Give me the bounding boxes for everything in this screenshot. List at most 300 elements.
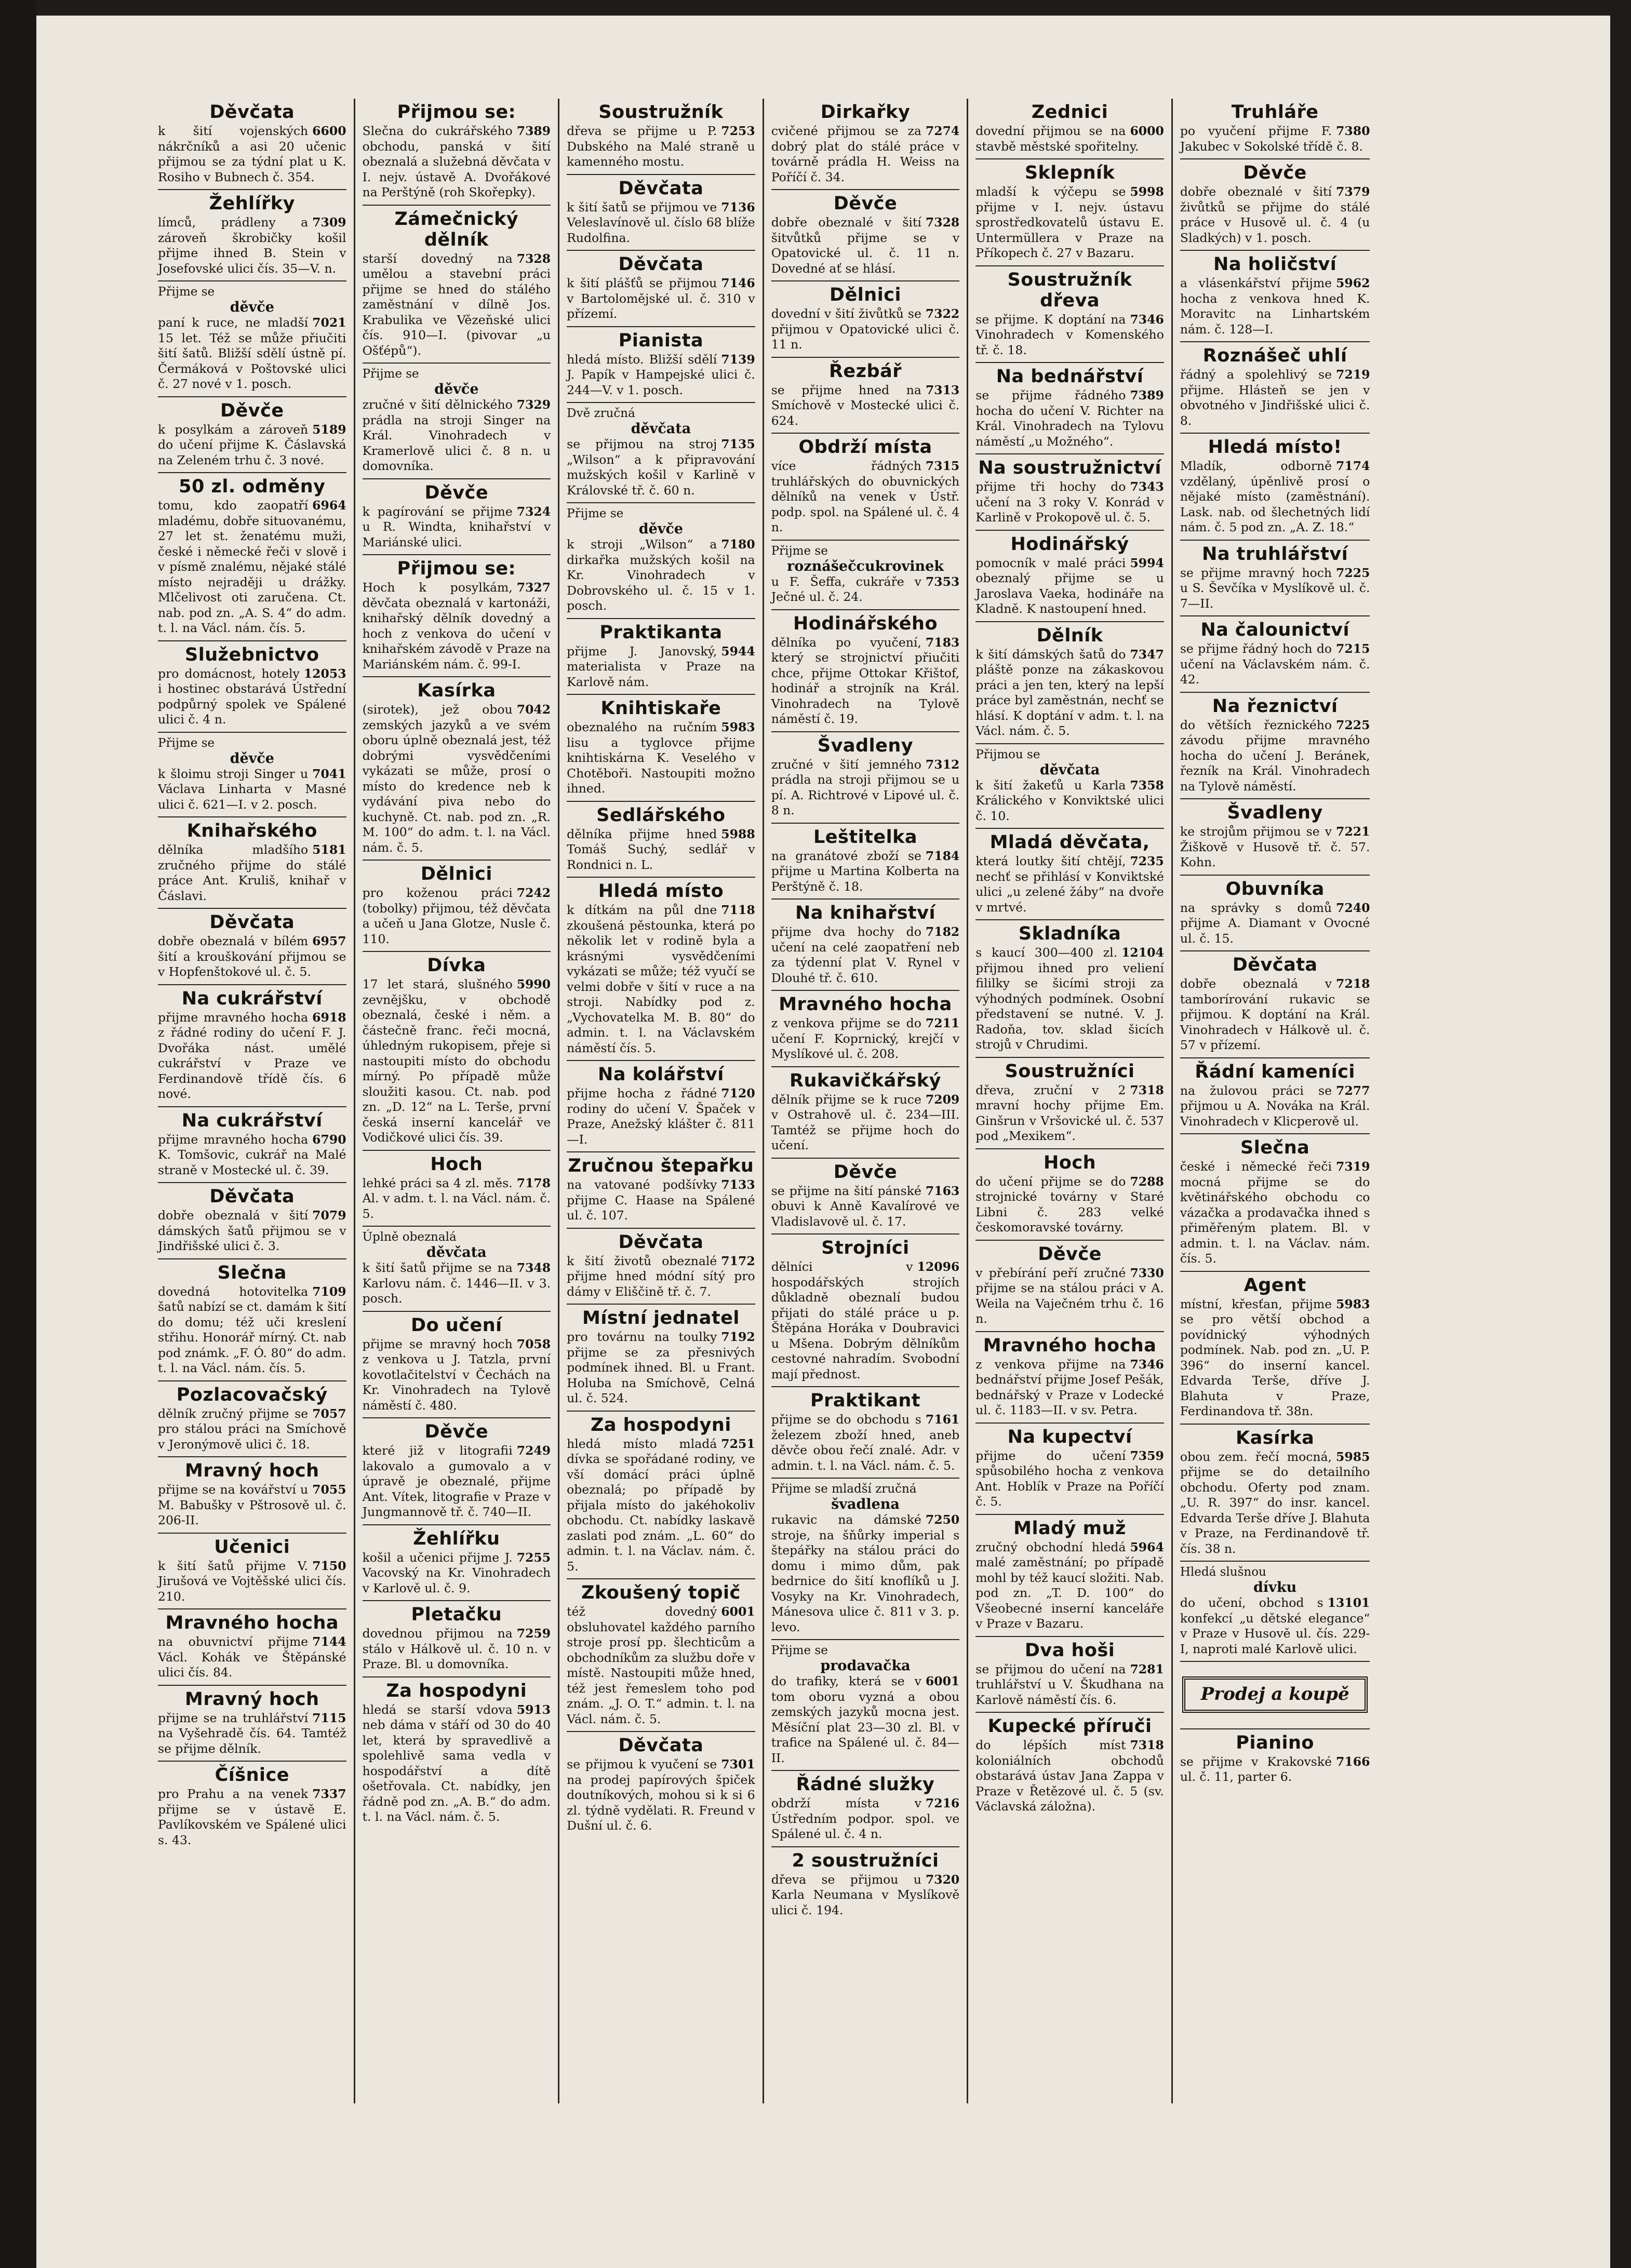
ad-reference-number: 7301: [721, 1757, 755, 1772]
scan-edge-left: [0, 0, 36, 2268]
classified-ad: [975, 1058, 1164, 1149]
classified-ad: [567, 251, 755, 327]
ad-body-text: v přebírání peří zručné přijme se na stálou práci v A. Weila na Vaječném trhu č. 16 n.: [975, 1265, 1164, 1326]
ad-reference-number: 7221: [1336, 824, 1370, 839]
ad-body-text: do lépších míst koloniálních obchodů obstarává ústav Jana Zappa v Praze v Řetězové ul. č. 5 (sv. Václavská záložna).: [975, 1738, 1164, 1814]
ad-reference-number: 7312: [925, 757, 960, 772]
ad-heading: Kasírka: [417, 680, 496, 701]
ad-heading: Leštitelka: [813, 826, 917, 848]
classified-ad: [771, 732, 960, 824]
ad-heading: Za hospodyni: [590, 1414, 731, 1435]
ad-body-text: na vatované podšívky přijme C. Haase na Spálené ul. č. 107.: [567, 1177, 755, 1223]
ad-reference-number: 7118: [721, 903, 755, 917]
classified-ad: [771, 1067, 960, 1159]
ad-heading: Mravný hoch: [184, 1688, 319, 1710]
ad-body-text: dobře obeznalá v bílém šití a krouškování přijmou se v Hopfenštokové ul. č. 5.: [158, 934, 346, 979]
classified-ad: [363, 1151, 551, 1227]
ad-heading: Švadleny: [817, 735, 914, 756]
ad-reference-number: 12104: [1121, 945, 1164, 960]
classified-ad: [975, 1713, 1164, 1819]
ad-body-text: která loutky šití chtějí, nechť se přihlásí v Konviktské ulici „u zelené žáby“ na dvoře v mrtvé.: [975, 854, 1164, 915]
ad-reference-number: 7288: [1130, 1174, 1164, 1189]
ad-body-text: pomocník v malé práci obeznalý přijme se u Jaroslava Vaeka, hodináře na Kladně. K nastoupení hned.: [975, 555, 1164, 616]
ad-heading: děvče: [638, 521, 684, 537]
ad-body-text: do větších řeznického závodu přijme mravného hocha do učení J. Beránek, řezník na Král. Vinohradech na Tylově náměstí.: [1180, 717, 1370, 794]
ad-heading: Děvčata: [618, 178, 704, 199]
ad-body-text: přijme se na truhlářství na Vyšehradě čís. 64. Tamtéž se přijme dělník.: [158, 1710, 346, 1756]
classified-ad: [771, 99, 960, 190]
classified-ad: [363, 1227, 551, 1312]
classified-ad: [1180, 616, 1370, 693]
ad-body-text: paní k ruce, ne mladší 15 let. Též se může přiučiti šití šatů. Bližší sdělí ústně pí. Čermáková v Poštovské ulici č. 27 nové v 1. posch.: [158, 315, 346, 391]
ad-heading: Soustružníci: [1005, 1061, 1135, 1082]
ad-heading: švadlena: [831, 1496, 900, 1512]
classified-ad: [158, 190, 346, 281]
ad-body-text: k pagírování se přijme u R. Windta, knihařství v Mariánské ulici.: [362, 504, 551, 549]
ad-heading: Na čalounictví: [1200, 620, 1349, 640]
ad-body-text: k šití šatů přijme V. Jirušová ve Vojtěšské ulici čís. 210.: [158, 1558, 346, 1604]
ad-heading: Na cukrářství: [181, 988, 323, 1009]
classified-ad: [567, 175, 755, 251]
ad-body-text: dřeva se přijme u P. Dubského na Malé straně u kamenného mostu.: [567, 124, 755, 169]
classified-ad: [1180, 1425, 1370, 1562]
ad-body-text: na obuvnictví přijme Václ. Kohák ve Štěpánské ulici čís. 84.: [158, 1634, 346, 1680]
ad-body-text: do učení přijme se do strojnické továrny v Staré Libni č. 283 velké českomoravské továrny.: [975, 1174, 1164, 1234]
ad-heading: Děvčata: [209, 912, 295, 933]
ad-reference-number: 7183: [925, 635, 960, 650]
ad-reference-number: 7318: [1130, 1082, 1164, 1097]
ad-body-text: k šití žakeťů u Karla Králického v Konviktské ulici č. 10.: [975, 777, 1164, 823]
ad-reference-number: 7319: [1336, 1159, 1370, 1174]
ad-body-text: po vyučení přijme F. Jakubec v Sokolské třídě č. 8.: [1180, 124, 1363, 154]
ad-body-text: k šloimu stroji Singer u Václava Linharta v Masné ulici č. 621—I. v 2. posch.: [158, 766, 346, 812]
ad-reference-number: 7389: [516, 124, 551, 138]
ad-reference-number: 7216: [925, 1796, 960, 1810]
ad-heading: Hledá místo!: [1208, 437, 1342, 458]
classified-ad: [1180, 799, 1370, 876]
ad-heading: Děvče: [833, 193, 898, 214]
ad-body-text: dělník zručný přijme se pro stálou práci na Smíchově v Jeronýmově ulici č. 18.: [158, 1406, 346, 1452]
classified-ad: [363, 479, 551, 556]
classified-ad: [567, 802, 755, 878]
ad-reference-number: 7346: [1130, 312, 1164, 327]
classified-ad: [1180, 434, 1370, 541]
classified-ad: [771, 281, 960, 358]
classified-ad: [158, 281, 346, 397]
classified-ad: [363, 861, 551, 952]
ad-heading: Hoch: [1044, 1152, 1097, 1173]
ad-body-text: cvičené přijmou se za dobrý plat do stálé práce v továrně prádla H. Weiss na Poříčí č. 34.: [771, 124, 960, 184]
classified-ad: [1180, 1729, 1370, 1789]
ad-reference-number: 7058: [516, 1336, 551, 1351]
ad-reference-number: 7021: [312, 315, 346, 330]
ad-heading: Praktikant: [810, 1390, 921, 1411]
classified-ad: [567, 99, 755, 175]
ad-heading: Na knihařství: [795, 903, 935, 923]
ad-heading: Švadleny: [1227, 802, 1323, 823]
ad-reference-number: 7079: [312, 1208, 346, 1223]
ad-reference-number: 7144: [312, 1634, 346, 1649]
ad-body-text: přijme se mravný hoch z venkova u J. Tatzla, první kovotlačitelství v Čechách na Kr. Vinohradech na Tylově náměstí č. 480.: [362, 1336, 551, 1413]
classified-ad: [363, 206, 551, 364]
scan-edge-right: [1610, 0, 1631, 2268]
classified-ad: [567, 327, 755, 404]
ad-heading: Zámečnický dělník: [394, 208, 519, 250]
ad-body-text: 17 let stará, slušného zevnějšku, v obchodě obeznalá, české i něm. a částečně franc. řeči mocná, úhledným rukopisem, přeje si nastoupiti místo do obchodu mírný. Po případě může sloužiti kasou. Ct. nab. pod zn. „D. 12“ na L. Terše, první česká inserní kancelář ve Vodičkové ulici čís. 39.: [362, 977, 551, 1145]
ad-heading: Mravného hocha: [779, 994, 952, 1015]
classified-ad: [158, 1762, 346, 1852]
ad-reference-number: 5983: [721, 720, 755, 734]
classified-ad: [771, 541, 960, 610]
ad-reference-number: 7322: [925, 306, 960, 321]
ad-body-text: se přijmou na stroj „Wilson“ a k připravování mužských košil v Karlině v Královské tř. č. 60 n.: [567, 437, 755, 498]
ad-heading: děvčata: [631, 421, 691, 437]
ad-heading: Mladý muž: [1013, 1518, 1126, 1539]
ad-body-text: obdrží místa v Ústředním podpor. spol. ve Spálené ul. č. 4 n.: [771, 1796, 960, 1841]
ad-reference-number: 7348: [516, 1260, 551, 1275]
ad-reference-number: 7182: [925, 924, 960, 939]
ad-reference-number: 7146: [721, 276, 755, 290]
ad-heading: Sklepník: [1024, 163, 1115, 183]
classified-ad: [567, 1061, 755, 1152]
ad-reference-number: 7380: [1336, 124, 1370, 138]
ad-body-text: se přijme. K doptání na Vinohradech v Komenského tř. č. 18.: [975, 312, 1164, 357]
ad-reference-number: 7242: [516, 885, 551, 900]
ad-body-text: na správky s domů přijme A. Diamant v Ovocné ul. č. 15.: [1180, 900, 1370, 946]
ad-body-text: k posylkám a zároveň do učení přijme K. Čáslavská na Zeleném trhu č. 3 nové.: [158, 422, 346, 467]
ad-heading: děvčata: [426, 1244, 487, 1260]
ad-heading: Přijmou se:: [397, 558, 516, 579]
ad-heading: Na holičství: [1213, 254, 1337, 275]
ad-body-text: z venkova přijme se do učení F. Koprnický, krejčí v Myslíkové ul. č. 208.: [771, 1016, 960, 1061]
ad-body-text: rukavic na dámské stroje, na šňůrky imperial s štepářky na stálou práci do domu i mimo dům, pak bedrnice do šití knoflíků u J. Vosyky na Kr. Vinohradech, Mánesova ulice č. 811 v 3. p. levo.: [771, 1512, 960, 1634]
ad-body-text: Hoch k posylkám, děvčata obeznalá v kartonáži, knihařský dělník dovedný a hoch z venkova do učení v knihařském závodě v Praze na Mariánském nám. č. 99-I.: [362, 580, 551, 672]
ad-heading: Kupecké příruči: [987, 1716, 1152, 1737]
ad-reference-number: 7136: [721, 199, 755, 214]
ad-reference-number: 7133: [721, 1177, 755, 1192]
ad-reference-number: 7225: [1336, 565, 1370, 580]
classified-ad: [363, 555, 551, 677]
ad-body-text: zručné v šití jemného prádla na stroji přijmou se u pí. A. Richtrové v Lipové ul. č. 8 n.: [771, 757, 960, 817]
classified-ad: [567, 503, 755, 619]
classified-ad: [1180, 1134, 1370, 1272]
ad-body-text: z venkova přijme na bednářství přijme Josef Pešák, bednářský v Praze v Lodecké ul. č. 1183—II. v sv. Petra.: [975, 1357, 1164, 1417]
ad-heading: Obuvníka: [1225, 878, 1325, 900]
ad-heading: 2 soustružníci: [792, 1850, 939, 1871]
ad-body-text: přijme do učení spůsobilého hocha z venkova Ant. Hoblík v Praze na Poříčí č. 5.: [975, 1448, 1164, 1509]
ad-body-text: přijme se na kovářství u M. Babušky v Pštrosově ul. č. 206-II.: [158, 1482, 346, 1527]
ad-reference-number: 6964: [312, 498, 346, 513]
classified-ad: [771, 1387, 960, 1479]
classified-ad: [158, 397, 346, 474]
ad-reference-number: 7320: [925, 1872, 960, 1887]
ad-reference-number: 6001: [721, 1604, 755, 1619]
ad-body-text: dobře obeznalá v šití dámských šatů přijmou se v Jindřišské ulici č. 3.: [158, 1208, 346, 1253]
ad-body-text: a vlásenkářství přijme hocha z venkova hned K. Moravitc na Linhartském nám. č. 128—I.: [1180, 276, 1370, 337]
classified-ad: [158, 733, 346, 818]
ad-reference-number: 5962: [1336, 276, 1370, 290]
ad-heading: Hledá místo: [598, 881, 724, 902]
classified-ad: [975, 1424, 1164, 1515]
ad-reference-number: 7135: [721, 437, 755, 451]
ad-body-text: se přijme hned na Smíchově v Mostecké ulici č. 624.: [771, 382, 960, 428]
ad-preamble: Přijme se mladší zručná: [771, 1482, 917, 1496]
ad-body-text: přijme hocha z řádné rodiny do učení V. Špaček v Praze, Anežský klášter č. 811—I.: [567, 1086, 755, 1147]
ad-reference-number: 7359: [1130, 1448, 1164, 1463]
ad-body-text: přijme mravného hocha K. Tomšovic, cukrář na Malé straně v Mostecké ul. č. 39.: [158, 1132, 346, 1177]
ad-heading: Místní jednatel: [582, 1308, 740, 1328]
ad-body-text: se přijme v Krakovské ul. č. 11, parter 6.: [1180, 1754, 1332, 1784]
ad-reference-number: 5998: [1130, 184, 1164, 199]
ad-reference-number: 6000: [1130, 124, 1164, 138]
ad-body-text: pro Prahu a na venek přijme se v ústavě E. Pavlíkovském ve Spálené ulici s. 43.: [158, 1787, 346, 1847]
ad-reference-number: 7139: [721, 352, 755, 367]
ad-body-text: u F. Šeffa, cukráře v Ječné ul. č. 24.: [771, 574, 921, 604]
ad-heading: Na soustružnictví: [978, 458, 1161, 478]
ad-reference-number: 5994: [1130, 555, 1164, 570]
classified-ad: [1180, 541, 1370, 617]
ad-reference-number: 12096: [917, 1259, 960, 1274]
ad-body-text: lehké práci sa 4 zl. měs. Al. v adm. t. l. na Václ. nám. č. 5.: [362, 1175, 551, 1221]
ad-heading: Děvče: [1038, 1243, 1102, 1265]
ad-body-text: do trafiky, která se v tom oboru vyzná a obou zemských jazyků mocna jest. Měsíční plat 23—30 zl. Bl. v trafice na Spálené ul. č. 84—II.: [771, 1674, 960, 1765]
ad-reference-number: 13101: [1327, 1595, 1370, 1610]
ad-heading: Hoch: [430, 1153, 483, 1175]
classified-ad: [771, 1847, 960, 1923]
ad-heading: Hodinářský: [1010, 533, 1129, 555]
classified-ad: [1180, 1662, 1370, 1729]
ad-body-text: obeznalého na ručním lisu a tyglovce přijme knihtiskárna K. Veselého v Chotěboři. Nastoupiti možno ihned.: [567, 720, 755, 796]
ad-body-text: obou zem. řečí mocná, přijme se do detailního obchodu. Oferty pod znam. „U. R. 397“ do insr. kancel. Edvarda Terše dříve J. Blahuta v Praze, na Ferdinandově tř. čís. 38 n.: [1180, 1449, 1370, 1556]
ad-reference-number: 7253: [721, 124, 755, 138]
ad-body-text: přijme tři hochy do učení na 3 roky V. Konrád v Karlině v Prokopově ul. č. 5.: [975, 479, 1164, 525]
ad-heading: Děvčata: [209, 1186, 295, 1207]
ad-heading: Na cukrářství: [181, 1110, 323, 1131]
ad-body-text: k dítkám na půl dne zkoušená pěstounka, která po několik let v rodině byla a krásnými vysvědčeními vykázati se může; též vyučí se velmi dobře v šití v ruce a na stroji. Nabídky pod z. „Vychovatelka M. B. 80“ do admin. t. l. na Václavském náměstí čís. 5.: [567, 903, 755, 1055]
ad-heading: děvče: [230, 299, 274, 315]
classified-ad: [771, 358, 960, 434]
classified-ad: [158, 1381, 346, 1458]
ad-body-text: mladší k výčepu se přijme v I. nejv. ústavu sprostředkovatelů ústavu E. Untermüllera v Praze na Příkopech č. 27 v Bazaru.: [975, 184, 1164, 260]
ad-reference-number: 5944: [721, 643, 755, 659]
ad-heading: roznášečcukrovinek: [787, 558, 944, 574]
ad-heading: Truhláře: [1231, 102, 1319, 123]
ad-heading: děvče: [230, 750, 274, 767]
ad-heading: Děvče: [833, 1161, 898, 1183]
ad-body-text: přijme mravného hocha z řádné rodiny do učení F. J. Dvořáka nást. umělé cukrářství v Praze ve Ferdinandově třídě čís. 6 nové.: [158, 1010, 346, 1101]
classified-ad: [771, 1771, 960, 1847]
ad-heading: 50 zl. odměny: [179, 476, 326, 497]
classified-ad: [771, 1640, 960, 1771]
ad-heading: Knihtiskaře: [600, 698, 721, 719]
classified-ad: [1180, 1058, 1370, 1135]
column-3: [559, 99, 764, 2103]
ad-heading: Mravného hocha: [983, 1335, 1157, 1356]
classified-ad: [567, 1305, 755, 1412]
classified-ad: [1180, 159, 1370, 251]
ad-reference-number: 7353: [925, 574, 960, 589]
classified-ad: [771, 900, 960, 991]
ad-body-text: dělník přijme se k ruce v Ostrahově ul. č. 234—III. Tamtéž se přijme hoch do učení.: [771, 1092, 960, 1152]
ad-heading: Děvčata: [618, 254, 704, 275]
ad-reference-number: 7161: [925, 1412, 960, 1427]
classified-ad: [975, 1515, 1164, 1637]
classified-ad: [771, 434, 960, 541]
ad-body-text: na granátové zboží se přijme u Martina Kolberta na Perštýně č. 18.: [771, 848, 960, 894]
classified-ad: [158, 909, 346, 985]
classified-ad: [1180, 1272, 1370, 1425]
ad-reference-number: 6600: [312, 124, 346, 138]
ad-reference-number: 7172: [721, 1253, 755, 1268]
classified-ad: [975, 1332, 1164, 1424]
classified-ad: [158, 1686, 346, 1762]
ad-preamble: Hledá slušnou: [1180, 1565, 1266, 1579]
ad-reference-number: 5985: [1336, 1449, 1370, 1464]
ad-heading: Praktikanta: [599, 622, 723, 643]
ad-body-text: dřeva, zruční v 2 mravní hochy přijme Em. Ginšrun v Vršovické ul. č. 537 pod „Mexikem“.: [975, 1082, 1164, 1143]
classified-ad: [363, 1312, 551, 1419]
ad-body-text: dřeva se přijmou u Karla Neumana v Myslíkově ulici č. 194.: [771, 1872, 960, 1917]
ad-reference-number: 7115: [312, 1710, 346, 1725]
ad-reference-number: 7120: [721, 1086, 755, 1101]
ad-reference-number: 7337: [312, 1787, 346, 1801]
classified-ad: [771, 1479, 960, 1640]
classified-ad: [567, 878, 755, 1061]
ad-heading: Rukavičkářský: [790, 1070, 941, 1091]
classified-ad: [363, 677, 551, 861]
ad-reference-number: 7250: [925, 1512, 960, 1527]
classified-ad: [567, 1229, 755, 1305]
ad-body-text: zručné v šití dělnického prádla na stroji Singer na Král. Vinohradech v Kramerlově ulici č. 8 n. u domovníka.: [362, 397, 551, 473]
ad-body-text: Mladík, odborně vzdělaný, úpěnlivě prosí o nějaké místo (zaměstnání). Lask. nab. od šlechetných lidí nám. č. 5 pod zn. „A. Z. 18.“: [1180, 459, 1370, 534]
ad-reference-number: 7174: [1336, 459, 1370, 473]
ad-body-text: místní, křesťan, přijme se pro větší obchod a povídnický výhodných podmínek. Nab. pod zn. „U. P. 396“ do inserní kancel. Edvarda Terše, dříve J. Blahuta v Praze, Ferdinandova tř. 38n.: [1180, 1296, 1370, 1418]
ad-reference-number: 7251: [721, 1436, 755, 1451]
ad-heading: Zednici: [1031, 102, 1108, 123]
ad-heading: Zkoušený topič: [581, 1582, 741, 1603]
ad-body-text: dovední v šití živůtků se přijmou v Opatovické ulici č. 11 n.: [771, 306, 960, 352]
ad-heading: Řádné služky: [796, 1774, 935, 1795]
ad-body-text: dobře obeznalé v šití šitvůtků přijme se v Opatovické ul. č. 11 n. Dovedné ať se hlásí.: [771, 215, 960, 276]
ad-body-text: do učení, obchod s konfekcí „u dětské elegance“ v Praze v Husově ul. čís. 229-I, naproti malé Karlově ulici.: [1180, 1595, 1370, 1656]
ad-heading: dívku: [1253, 1579, 1297, 1595]
classified-ad: [1180, 342, 1370, 434]
ad-reference-number: 5990: [516, 977, 551, 991]
classified-ad: [363, 99, 551, 206]
ad-heading: Na kolářství: [598, 1064, 724, 1085]
ad-body-text: košil a učenici přijme J. Vacovský na Kr. Vinohradech v Karlově ul. č. 9.: [362, 1550, 551, 1595]
classified-ad: [975, 829, 1164, 920]
ad-heading: Strojníci: [821, 1238, 910, 1258]
classified-ad: [158, 641, 346, 733]
ad-reference-number: 7166: [1336, 1754, 1370, 1769]
ad-reference-number: 7249: [516, 1443, 551, 1458]
ad-heading: Na kupectví: [1007, 1426, 1132, 1447]
ad-reference-number: 7211: [925, 1016, 960, 1030]
classified-ad: [158, 99, 346, 190]
ad-heading: Agent: [1244, 1274, 1306, 1296]
ad-reference-number: 7309: [312, 215, 346, 230]
column-1: [151, 99, 355, 2103]
ad-heading: Děvče: [220, 400, 284, 421]
ad-heading: Služebnictvo: [185, 644, 319, 665]
ad-body-text: k šití dámských šatů do pláště ponze na zákaskovou práci a jen ten, který na lepší práce byl zaměstnán, nechť se hlásí. K doptání v adm. t. l. na Václ. nám. č. 5.: [975, 647, 1164, 738]
ad-heading: Děvčata: [209, 102, 295, 123]
classified-ad: [567, 1152, 755, 1229]
ad-heading: Děvčata: [618, 1231, 704, 1253]
ad-body-text: přijme dva hochy do učení na celé zaopatření neb za týdenní plat V. Rynel v Dlouhé tř. č. 610.: [771, 924, 960, 985]
classified-ad: [771, 1234, 960, 1387]
ad-reference-number: 7358: [1130, 777, 1164, 793]
ad-reference-number: 5983: [1336, 1296, 1370, 1311]
ad-body-text: přijme J. Janovský, materialista v Praze na Karlově nám.: [567, 643, 755, 689]
ad-body-text: dovední přijmou se na stavbě městské spořitelny.: [975, 124, 1139, 154]
ad-reference-number: 7343: [1130, 479, 1164, 494]
classified-ad: [363, 364, 551, 479]
ad-body-text: k šití šatů se přijmou ve Veleslavínově ul. číslo 68 blíže Rudolfina.: [567, 199, 755, 245]
ad-reference-number: 7274: [925, 124, 960, 138]
ad-reference-number: 7192: [721, 1330, 755, 1344]
ad-heading: Přijmou se:: [397, 102, 516, 123]
ad-heading: Děvčata: [618, 1735, 704, 1756]
classified-ad: [771, 610, 960, 732]
ad-reference-number: 7055: [312, 1482, 346, 1497]
ad-heading: Dva hoši: [1024, 1640, 1115, 1661]
classified-ad: [975, 159, 1164, 266]
ad-heading: Soustružník dřeva: [1007, 269, 1132, 311]
ad-body-text: dělníka přijme hned Tomáš Suchý, sedlář v Rondnici n. L.: [567, 826, 755, 872]
classified-ad: [975, 920, 1164, 1058]
ad-preamble: Úplně obeznalá: [362, 1230, 457, 1244]
ad-reference-number: 7324: [516, 504, 551, 519]
ad-reference-number: 7347: [1130, 647, 1164, 662]
ad-heading: Zručnou štepařku: [568, 1156, 754, 1176]
classified-ad: [975, 363, 1164, 454]
ad-heading: Řezbář: [828, 360, 902, 382]
ad-preamble: Přijme se: [771, 544, 828, 558]
ad-body-text: hledá místo mladá dívka se spořádané rodiny, ve vší domácí práci úplně obeznalá; po případě by přijala místo do jakéhokoliv obchodu. Ct. nabídky laskavě zaslati pod znám. „L. 60“ do admin. t. l. na Václav. nám. č. 5.: [567, 1436, 755, 1574]
ad-reference-number: 7163: [925, 1183, 960, 1198]
ad-reference-number: 6957: [312, 934, 346, 948]
ad-reference-number: 7330: [1130, 1265, 1164, 1280]
ad-reference-number: 7057: [312, 1406, 346, 1421]
classified-ad: [567, 403, 755, 503]
ad-heading: Hodinářského: [793, 613, 938, 634]
ad-reference-number: 7255: [516, 1550, 551, 1565]
ad-heading: Sedlářského: [596, 804, 726, 826]
classified-ad: [567, 1579, 755, 1732]
ad-body-text: se přijmou do učení na truhlářství u V. Škudhana na Karlově náměstí čís. 6.: [975, 1661, 1164, 1707]
classified-ad: [158, 1183, 346, 1259]
classified-ad: [1180, 951, 1370, 1058]
ad-preamble: Přijme se: [567, 507, 624, 520]
ad-reference-number: 7346: [1130, 1357, 1164, 1372]
ad-body-text: Slečna do cukrářského obchodu, panská v šití obeznalá a služebná děvčata v I. nejv. ústavě A. Dvořákové na Perštýně (roh Skořepky).: [362, 124, 551, 199]
classified-ad: [975, 1637, 1164, 1713]
ad-body-text: k šití vojenských nákrčníků a asi 20 učenic přijmou se za týdní plat u K. Rosiho v Bubnech č. 354.: [158, 124, 346, 184]
ad-body-text: starší dovedný na umělou a stavební práci přijme se hned do stálého zaměstnání v dílně Jos. Krabulika ve Vězeňské ulici čís. 910—I. (pivovar „u Ošťépů“).: [362, 251, 551, 358]
ad-reference-number: 7150: [312, 1558, 346, 1573]
ad-reference-number: 7329: [516, 397, 551, 412]
ad-reference-number: 7259: [516, 1626, 551, 1641]
ad-body-text: české i německé řeči mocná přijme se do květinářského obchodu co vázačka a prodavačka ihned s přiměřeným platem. Bl. v admin. t. l. na Václav. nám. čís. 5.: [1180, 1159, 1370, 1266]
ad-reference-number: 6790: [312, 1132, 346, 1147]
column-5: [968, 99, 1173, 2103]
ad-heading: Pozlacovačský: [176, 1384, 328, 1405]
classified-ad: [975, 1241, 1164, 1332]
ad-body-text: dělníka mladšího zručného přijme do stálé práce Ant. Kruliš, knihař v Čáslavi.: [158, 842, 346, 903]
ad-preamble: Přijme se: [771, 1644, 828, 1657]
